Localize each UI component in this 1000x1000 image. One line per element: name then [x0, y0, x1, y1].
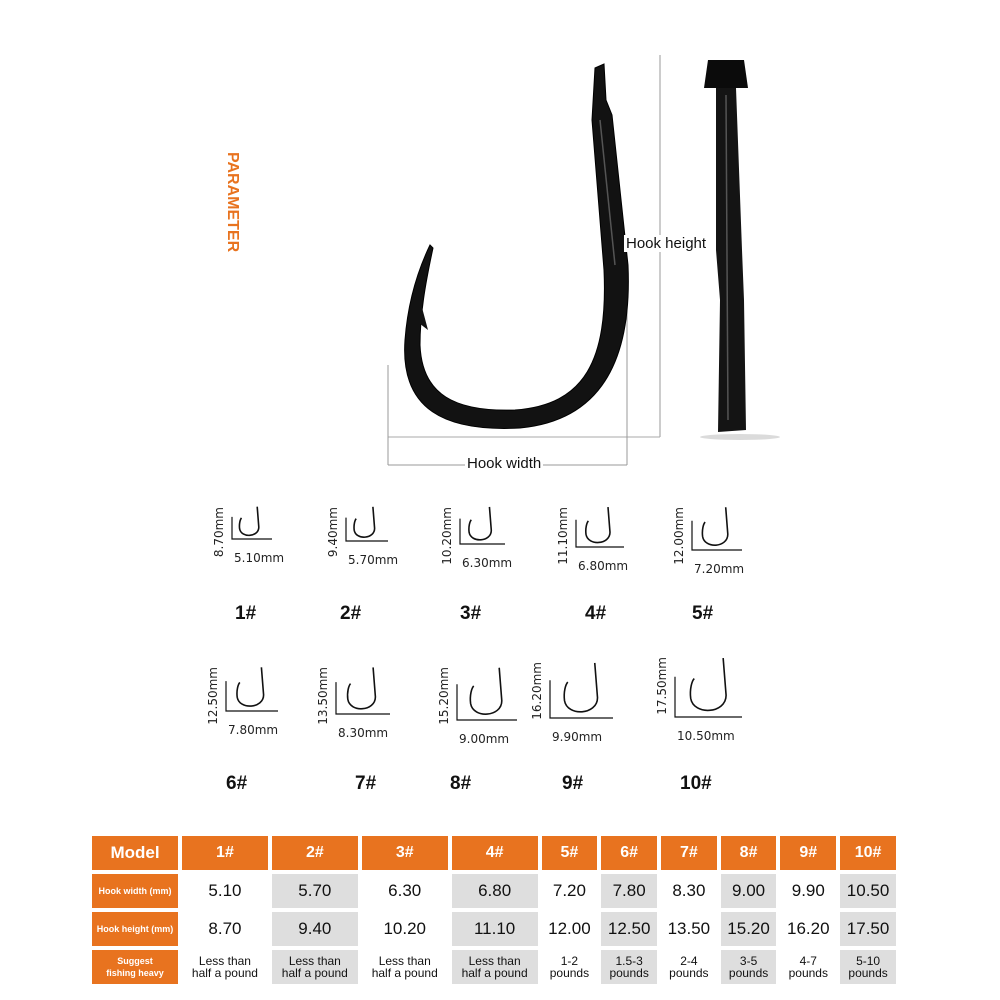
table-cell: [360, 948, 450, 986]
table-row-suggest: [90, 948, 898, 986]
hook-height-value: 11.10mm: [556, 507, 570, 565]
suggest-label-line2: fishing heavy: [106, 968, 164, 978]
suggest-line2: pounds: [848, 966, 888, 980]
suggest-line1: Less than: [288, 954, 341, 968]
table-cell: [450, 948, 540, 986]
hook-height-value: 12.00mm: [672, 507, 686, 565]
model-label: 8#: [450, 773, 472, 794]
hook-front-icon: [704, 60, 748, 88]
hook-width-label: Hook width: [467, 455, 542, 472]
table-row-height: [90, 910, 898, 948]
suggest-line2: pounds: [549, 966, 590, 980]
hook-size-icon: [690, 505, 746, 556]
hook-size-icon: [574, 505, 628, 553]
parameter-title-text: PARAMETER: [224, 152, 241, 253]
table-cell: 16.20: [778, 910, 838, 948]
hook-height-value: 13.50mm: [316, 667, 330, 725]
hook-width-value: 10.50mm: [677, 729, 735, 743]
model-header-cell: 4#: [450, 834, 540, 872]
hook-width-value: 6.30mm: [462, 556, 513, 570]
hook-size-icon: [334, 665, 394, 720]
width-row-label: Hook width (mm): [90, 872, 180, 910]
hook-height-label: Hook height: [626, 235, 707, 252]
hook-height-value: 12.50mm: [206, 667, 220, 725]
table-cell: [599, 948, 659, 986]
suggest-line1: 4-7: [799, 954, 817, 968]
model-header-cell: 10#: [838, 834, 898, 872]
model-label: 7#: [355, 773, 377, 794]
hook-width-value: 7.80mm: [228, 723, 279, 737]
suggest-row-label: [90, 948, 180, 986]
table-cell: 5.70: [270, 872, 360, 910]
table-cell: 15.20: [719, 910, 779, 948]
hook-width-value: 5.70mm: [348, 553, 399, 567]
table-cell: [270, 948, 360, 986]
model-header-cell: 6#: [599, 834, 659, 872]
suggest-label-line1: Suggest: [117, 956, 153, 966]
hook-diagram: [370, 50, 790, 480]
hook-size-icon: [230, 505, 276, 545]
suggest-line2: half a pound: [371, 966, 438, 980]
hook-width-value: 8.30mm: [338, 726, 389, 740]
model-header-cell: 5#: [540, 834, 600, 872]
suggest-line1: Less than: [198, 954, 251, 968]
table-cell: 8.30: [659, 872, 719, 910]
model-header-cell: 1#: [180, 834, 270, 872]
table-cell: 6.30: [360, 872, 450, 910]
table-cell: 6.80: [450, 872, 540, 910]
model-label: 6#: [226, 773, 248, 794]
suggest-line1: Less than: [468, 954, 521, 968]
model-label: 5#: [692, 603, 714, 624]
table-cell: 9.00: [719, 872, 779, 910]
table-cell: 7.20: [540, 872, 600, 910]
model-header-cell: 8#: [719, 834, 779, 872]
suggest-line1: Less than: [378, 954, 431, 968]
hook-width-value: 9.90mm: [552, 730, 603, 744]
hook-size-icon: [224, 665, 282, 717]
model-header-cell: Model: [90, 834, 180, 872]
table-cell: [719, 948, 779, 986]
table-cell: 7.80: [599, 872, 659, 910]
hook-height-value: 9.40mm: [326, 507, 340, 558]
suggest-line1: 5-10: [856, 954, 881, 968]
table-cell: [659, 948, 719, 986]
hook-size-icon: [458, 505, 509, 550]
table-cell: 10.50: [838, 872, 898, 910]
table-cell: 10.20: [360, 910, 450, 948]
hook-width-value: 6.80mm: [578, 559, 629, 573]
model-label: 4#: [585, 603, 607, 624]
suggest-line1: 1.5-3: [615, 954, 643, 968]
model-header-cell: 2#: [270, 834, 360, 872]
height-row-label: Hook height (mm): [90, 910, 180, 948]
model-label: 10#: [680, 773, 712, 794]
hook-height-value: 10.20mm: [440, 507, 454, 565]
table-cell: [180, 948, 270, 986]
suggest-line2: pounds: [609, 966, 649, 980]
table-cell: 12.50: [599, 910, 659, 948]
hook-height-value: 8.70mm: [212, 507, 226, 558]
suggest-line2: half a pound: [461, 966, 528, 980]
hook-width-value: 9.00mm: [459, 732, 510, 746]
table-header-row: [90, 834, 898, 872]
hook-size-icon: [344, 505, 392, 547]
table-cell: [838, 948, 898, 986]
table-cell: 8.70: [180, 910, 270, 948]
table-row-width: [90, 872, 898, 910]
suggest-line1: 2-4: [680, 954, 698, 968]
model-header-cell: 7#: [659, 834, 719, 872]
table-cell: 12.00: [540, 910, 600, 948]
model-label: 3#: [460, 603, 482, 624]
table-cell: [778, 948, 838, 986]
table-cell: 11.10: [450, 910, 540, 948]
hook-size-icon: [548, 660, 617, 724]
model-header-cell: 3#: [360, 834, 450, 872]
model-label: 9#: [562, 773, 584, 794]
hook-size-icon: [455, 665, 521, 726]
hook-height-value: 15.20mm: [437, 667, 451, 725]
table-cell: 5.10: [180, 872, 270, 910]
table-cell: 13.50: [659, 910, 719, 948]
suggest-line2: pounds: [669, 966, 709, 980]
parameter-title: [195, 150, 275, 290]
model-label: 1#: [235, 603, 257, 624]
hook-height-value: 17.50mm: [655, 657, 669, 715]
hook-side-icon: [405, 64, 629, 428]
suggest-line2: pounds: [788, 966, 828, 980]
hook-height-value: 16.20mm: [530, 662, 544, 720]
hook-size-icon: [673, 655, 746, 723]
hook-width-value: 5.10mm: [234, 551, 285, 565]
table-cell: 9.90: [778, 872, 838, 910]
table-cell: [540, 948, 600, 986]
suggest-line2: half a pound: [281, 966, 348, 980]
table-cell: 9.40: [270, 910, 360, 948]
suggest-line1: 3-5: [739, 954, 758, 968]
model-header-cell: 9#: [778, 834, 838, 872]
suggest-line2: half a pound: [191, 966, 258, 980]
model-label: 2#: [340, 603, 362, 624]
suggest-line1: 1-2: [560, 954, 579, 968]
spec-table: [90, 834, 898, 986]
hook-width-value: 7.20mm: [694, 562, 745, 576]
suggest-line2: pounds: [728, 966, 769, 980]
table-cell: 17.50: [838, 910, 898, 948]
